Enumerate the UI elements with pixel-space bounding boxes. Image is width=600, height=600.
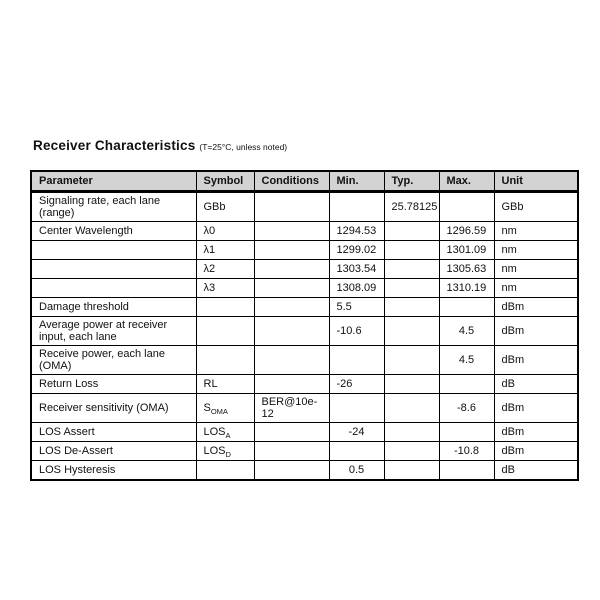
cell-min: -10.6	[329, 317, 384, 346]
cell-unit: nm	[494, 241, 578, 260]
cell-parameter: Center Wavelength	[31, 222, 196, 241]
cell-typ	[384, 222, 439, 241]
cell-parameter: Receive power, each lane (OMA)	[31, 346, 196, 375]
header-cell-min: Min.	[329, 171, 384, 192]
section-title: Receiver Characteristics	[33, 138, 196, 153]
cell-max: 4.5	[439, 346, 494, 375]
table-row	[31, 222, 578, 241]
cell-unit: dBm	[494, 298, 578, 317]
cell-unit: dB	[494, 375, 578, 394]
cell-parameter	[31, 241, 196, 260]
cell-conditions	[254, 260, 329, 279]
cell-parameter: Receiver sensitivity (OMA)	[31, 394, 196, 423]
cell-symbol: RL	[196, 375, 254, 394]
cell-symbol: λ3	[196, 279, 254, 298]
cell-min: 0.5	[329, 461, 384, 480]
cell-conditions	[254, 423, 329, 442]
symbol-with-subscript: $LOS_A$	[203, 426, 231, 441]
cell-symbol: λ0	[196, 222, 254, 241]
cell-typ	[384, 279, 439, 298]
cell-symbol	[196, 298, 254, 317]
cell-typ	[384, 375, 439, 394]
cell-symbol: λ2	[196, 260, 254, 279]
header-cell-max: Max.	[439, 171, 494, 192]
cell-min: 1308.09	[329, 279, 384, 298]
cell-max: 1310.19	[439, 279, 494, 298]
cell-min: 1299.02	[329, 241, 384, 260]
cell-max	[439, 298, 494, 317]
cell-min	[329, 346, 384, 375]
table-head	[31, 171, 578, 192]
cell-max: -10.8	[439, 442, 494, 461]
cell-symbol	[196, 461, 254, 480]
cell-typ	[384, 241, 439, 260]
cell-symbol	[196, 346, 254, 375]
cell-unit: dBm	[494, 442, 578, 461]
cell-min	[329, 442, 384, 461]
receiver-characteristics-table	[30, 170, 579, 481]
cell-conditions	[254, 442, 329, 461]
cell-parameter: LOS De-Assert	[31, 442, 196, 461]
cell-typ: 25.78125	[384, 192, 439, 222]
cell-min	[329, 394, 384, 423]
cell-symbol: GBb	[196, 192, 254, 222]
cell-min: 1294.53	[329, 222, 384, 241]
cell-symbol: λ1	[196, 241, 254, 260]
cell-typ	[384, 394, 439, 423]
cell-conditions	[254, 192, 329, 222]
cell-unit: GBb	[494, 192, 578, 222]
cell-typ	[384, 423, 439, 442]
cell-unit: dB	[494, 461, 578, 480]
cell-typ	[384, 346, 439, 375]
cell-symbol	[196, 423, 254, 442]
symbol-with-subscript: $LOS_D$	[203, 445, 231, 460]
cell-max	[439, 192, 494, 222]
cell-symbol	[196, 394, 254, 423]
cell-max: 1305.63	[439, 260, 494, 279]
cell-min: -24	[329, 423, 384, 442]
header-cell-conditions: Conditions	[254, 171, 329, 192]
cell-min: -26	[329, 375, 384, 394]
cell-parameter	[31, 279, 196, 298]
cell-max: -8.6	[439, 394, 494, 423]
cell-max: 4.5	[439, 317, 494, 346]
cell-min: 1303.54	[329, 260, 384, 279]
cell-typ	[384, 317, 439, 346]
cell-min	[329, 192, 384, 222]
symbol-with-subscript: $S_{OMA}$	[203, 402, 228, 417]
section-title-note: (T=25°C, unless noted)	[199, 142, 288, 152]
cell-conditions	[254, 298, 329, 317]
table-row	[31, 423, 578, 442]
cell-unit: nm	[494, 260, 578, 279]
section-title-block	[33, 137, 287, 155]
cell-max: 1301.09	[439, 241, 494, 260]
cell-unit: dBm	[494, 423, 578, 442]
cell-conditions	[254, 222, 329, 241]
header-cell-typ: Typ.	[384, 171, 439, 192]
cell-unit: dBm	[494, 317, 578, 346]
cell-typ	[384, 442, 439, 461]
table-row	[31, 260, 578, 279]
cell-conditions: BER@10e-12	[254, 394, 329, 423]
cell-parameter: Average power at receiver input, each lane	[31, 317, 196, 346]
cell-max	[439, 461, 494, 480]
table-row	[31, 394, 578, 423]
cell-parameter: Damage threshold	[31, 298, 196, 317]
cell-parameter	[31, 260, 196, 279]
cell-typ	[384, 298, 439, 317]
cell-max	[439, 375, 494, 394]
header-cell-parameter: Parameter	[31, 171, 196, 192]
cell-unit: dBm	[494, 346, 578, 375]
table-row	[31, 346, 578, 375]
cell-conditions	[254, 461, 329, 480]
table-row	[31, 192, 578, 222]
header-cell-unit: Unit	[494, 171, 578, 192]
table-row	[31, 461, 578, 480]
cell-typ	[384, 260, 439, 279]
cell-unit: dBm	[494, 394, 578, 423]
cell-conditions	[254, 317, 329, 346]
cell-max: 1296.59	[439, 222, 494, 241]
table-row	[31, 298, 578, 317]
cell-min: 5.5	[329, 298, 384, 317]
cell-typ	[384, 461, 439, 480]
cell-conditions	[254, 375, 329, 394]
cell-conditions	[254, 241, 329, 260]
cell-symbol	[196, 317, 254, 346]
table-row	[31, 375, 578, 394]
cell-unit: nm	[494, 279, 578, 298]
cell-parameter: Signaling rate, each lane (range)	[31, 192, 196, 222]
cell-parameter: LOS Assert	[31, 423, 196, 442]
table-row	[31, 241, 578, 260]
header-cell-symbol: Symbol	[196, 171, 254, 192]
cell-conditions	[254, 346, 329, 375]
cell-symbol	[196, 442, 254, 461]
cell-parameter: LOS Hysteresis	[31, 461, 196, 480]
cell-max	[439, 423, 494, 442]
table-body	[31, 192, 578, 480]
table-row	[31, 442, 578, 461]
table-row	[31, 317, 578, 346]
table-row	[31, 279, 578, 298]
cell-parameter: Return Loss	[31, 375, 196, 394]
cell-unit: nm	[494, 222, 578, 241]
cell-conditions	[254, 279, 329, 298]
header-row	[31, 171, 578, 192]
